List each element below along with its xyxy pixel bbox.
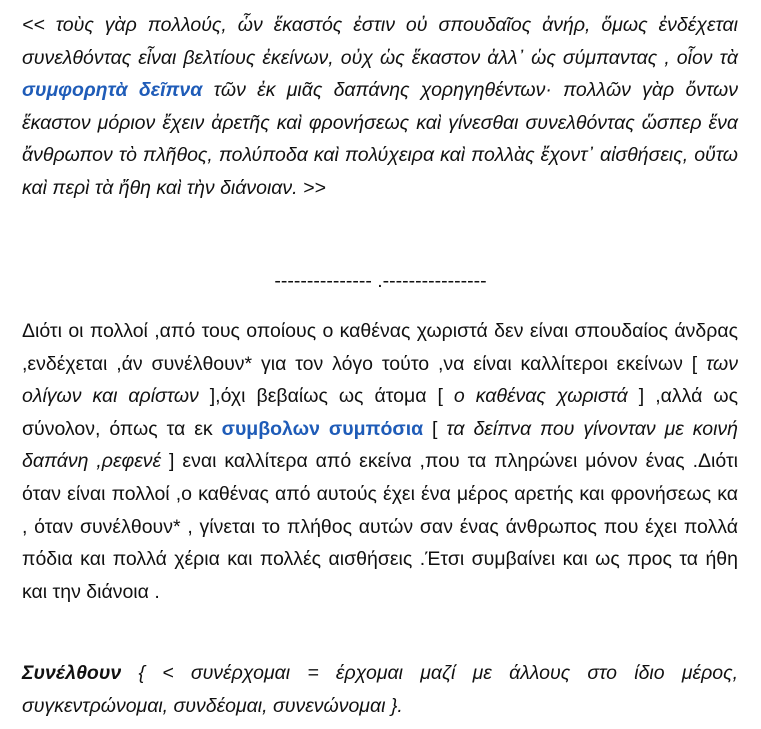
ancient-greek-quote bbox=[22, 9, 738, 205]
translation-text-4: [ bbox=[423, 417, 447, 440]
section-separator: --------------- .---------------- bbox=[274, 270, 487, 292]
translation-text-1: Διότι οι πολλοί ,από τους οποίους ο καθένας χωριστά δεν είναι σπουδαίος άνδρας ,ενδέχεται ,άν συνέλθουν* για τον λόγο τούτο ,να είναι καλλίτεροι εκείνων [ bbox=[22, 320, 738, 375]
footnote-definition: { < συνέρχομαι = έρχομαι μαζί με άλλους στο ίδιο μέρος, συγκεντρώνομαι, συνδέομαι, συνενώνομαι }. bbox=[22, 662, 738, 717]
quote-highlight-term: συμφορητὰ δεῖπνα bbox=[22, 79, 203, 102]
translation-italic-3: τα δείπνα που γίνονταν με κοινή δαπάνη ,ρεφενέ bbox=[22, 417, 739, 473]
translation-text-5: ] εναι καλλίτερα από εκείνα ,που τα πληρώνει μόνον ένας .Διότι όταν είναι πολλοί ,ο καθένας από αυτούς έχει ένα μέρος αρετής και φρονήσεως κα , όταν συνέλθουν* , γίνεται το πλήθος αυτών σαν ένας άνθρωπος που έχει πολλά πόδια και πολλά χέρια και πολλές αισθήσεις .Έτσι συμβαίνει και ως προς τα ήθη και την διάνοια . bbox=[22, 450, 738, 603]
quote-text-end: τῶν ἐκ μιᾶς δαπάνης χορηγηθέντων· πολλῶν γὰρ ὄντων ἕκαστον μόριον ἔχειν ἀρετῆς καὶ φρονήσεως καὶ γίνεσθαι συνελθόντας ὥσπερ ἕνα ἄνθρωπον τὸ πλῆθος, πολύποδα καὶ πολύχειρα καὶ πολλὰς ἔχοντ᾽ αἰσθήσεις, οὕτω καὶ περὶ τὰ ἤθη καὶ τὴν διάνοιαν. >> bbox=[22, 79, 738, 199]
footnote bbox=[22, 657, 738, 723]
translation-text-2: ],όχι βεβαίως ως άτομα [ bbox=[198, 385, 454, 408]
translation-italic-2: ο καθένας χωριστά bbox=[453, 385, 628, 408]
quote-text-start: << τοὺς γὰρ πολλούς, ὧν ἕκαστός ἐστιν οὐ σπουδαῖος ἀνήρ, ὅμως ἐνδέχεται συνελθόντας εἶναι βελτίους ἐκείνων, οὐχ ὡς ἕκαστον ἀλλ᾽ ὡς σύμπαντας , οἷον τὰ bbox=[22, 14, 738, 69]
translation-text-3: ] ,αλλά ως σύνολον, όπως τα εκ bbox=[22, 385, 738, 440]
footnote-term: Συνέλθουν bbox=[22, 662, 122, 684]
modern-greek-translation bbox=[22, 315, 738, 608]
translation-highlight-term: συμβολων συμπόσια bbox=[221, 417, 424, 440]
translation-italic-1: των ολίγων και αρίστων bbox=[22, 352, 738, 408]
